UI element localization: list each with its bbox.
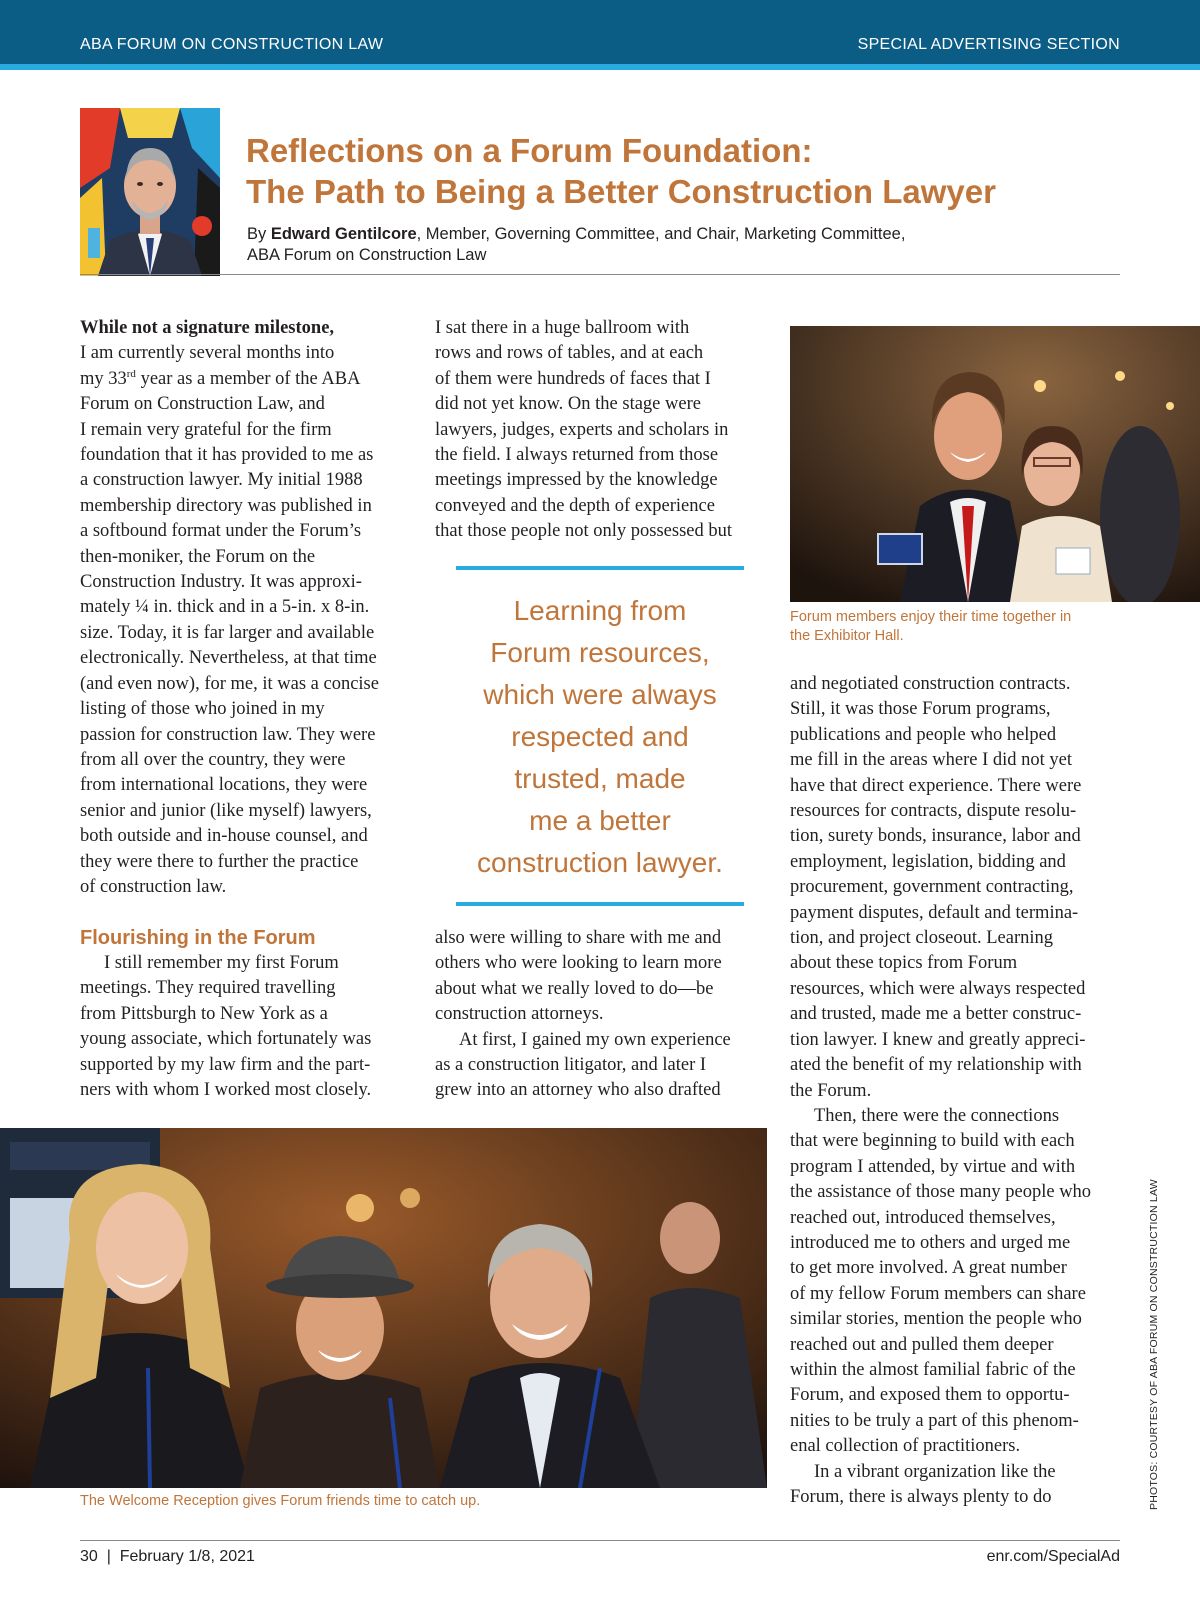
exhibitor-hall-photo [790,326,1200,602]
text-line: ners with whom I worked most closely. [80,1080,372,1101]
text-line: and negotiated construction contracts. [790,674,1071,694]
caption-line: Forum members enjoy their time together in [790,609,1072,625]
pullquote-rule-bottom [456,902,744,906]
text-line: ated the benefit of my relationship with [790,1055,1082,1076]
section-subheading: Flourishing in the Forum [80,927,316,949]
text-line: Construction Industry. It was approxi- [80,572,362,593]
pullquote-line: me a better [529,805,671,836]
header-accent-stripe [0,64,1200,70]
text-line: about these topics from Forum [790,953,1018,974]
author-headshot [80,108,220,276]
text-line: similar stories, mention the people who [790,1309,1082,1330]
page-number: 30 [80,1548,98,1565]
text-line: they were there to further the practice [80,851,359,872]
caption-line: the Exhibitor Hall. [790,628,904,644]
text-line: reached out, introduced themselves, [790,1207,1056,1228]
header-band [0,0,1200,64]
text-line: Forum, there is always plenty to do [790,1487,1052,1507]
text-line: senior and junior (like myself) lawyers, [80,800,372,821]
text-line: meetings. They required travelling [80,978,336,999]
text-line: both outside and in-house counsel, and [80,826,368,847]
text-line: resources, which were always respected [790,978,1086,999]
text-line: I sat there in a huge ballroom with [435,318,690,338]
advertising-label: SPECIAL ADVERTISING SECTION [857,36,1120,53]
text-line: a softbound format under the Forum’s [80,521,362,542]
text-line: did not yet know. On the stage were [435,394,701,415]
text-line: construction attorneys. [435,1004,604,1025]
welcome-photo-caption: The Welcome Reception gives Forum friends time to catch up. [80,1493,481,1509]
pullquote-line: Forum resources, [490,637,710,668]
text-line: Forum on Construction Law, and [80,394,325,415]
text-line: tion, surety bonds, insurance, labor and [790,826,1081,847]
pullquote-line: Learning from [513,595,687,626]
text-line: of my fellow Forum members can share [790,1283,1086,1304]
footer-separator: | [106,1548,111,1565]
pullquote-line: respected and [511,721,689,752]
welcome-reception-photo [0,1128,767,1488]
pullquote [440,590,760,884]
lead-in: While not a signature milestone, [80,318,335,338]
text-line: the assistance of those many people who [790,1182,1092,1203]
text-line: I am currently several months into [80,343,335,364]
text-line: I still remember my first Forum [104,953,339,973]
article-title-line-1: Reflections on a Forum Foundation: [246,132,813,169]
column-2-text [435,316,765,545]
pullquote-line: which were always [483,679,717,710]
ordinal-suffix: rd [126,367,136,380]
text-line: tion, and project closeout. Learning [790,928,1054,949]
text-line: mately ¼ in. thick and in a 5-in. x 8-in. [80,597,370,618]
text-line: as a construction litigator, and later I [435,1055,707,1076]
text-line: a construction lawyer. My initial 1988 [80,470,363,491]
text-line: program I attended, by virtue and with [790,1156,1076,1177]
text-line: passion for construction law. They were [80,724,376,745]
text-line: lawyers, judges, experts and scholars in [435,419,729,440]
text-line: Then, there were the connections [814,1105,1060,1126]
pullquote-rule-top [456,566,744,570]
column-3-text [790,672,1120,1510]
text-line: meetings impressed by the knowledge [435,470,718,491]
text-line: conveyed and the depth of experience [435,495,715,516]
text-line: I remain very grateful for the firm [80,419,332,440]
text-line [80,367,410,392]
text-line: At first, I gained my own experience [459,1029,731,1050]
pullquote-line: trusted, made [514,763,686,794]
title-divider [80,274,1120,275]
column-1-text [80,316,410,900]
article-title [246,130,1126,212]
exhibitor-photo-caption [790,608,1140,646]
footer-folio [80,1548,255,1566]
text-line: procurement, government contracting, [790,877,1074,898]
text-line: to get more involved. A great number [790,1258,1067,1279]
text-line: also were willing to share with me and [435,928,722,948]
text-line: publications and people who helped [790,724,1057,745]
text-line: payment disputes, default and termina- [790,902,1079,923]
byline-prefix: By [247,225,271,243]
footer-url: enr.com/SpecialAd [986,1548,1120,1565]
text-line: enal collection of practitioners. [790,1436,1021,1457]
byline-author: Edward Gentilcore [270,225,417,243]
text-line: foundation that it has provided to me as [80,445,374,466]
issue-date: February 1/8, 2021 [119,1548,255,1565]
column-1-section [80,925,410,1103]
column-2-continued [435,926,765,1104]
text-line: have that direct experience. There were [790,775,1082,796]
article-title-line-2: The Path to Being a Better Construction Lawyer [246,173,996,210]
pullquote-line: construction lawyer. [477,847,723,878]
text-line: me fill in the areas where I did not yet [790,750,1073,771]
byline-role: , Member, Governing Committee, and Chair, Marketing Committee, [416,225,906,243]
text-line: the field. I always returned from those [435,445,719,466]
text-line: that those people not only possessed but [435,521,732,542]
byline [247,224,1117,266]
text-line: Still, it was those Forum programs, [790,699,1051,720]
text-fragment: year as a member of the ABA [135,368,361,389]
text-line: within the almost familial fabric of the [790,1359,1076,1380]
text-line: listing of those who joined in my [80,699,325,720]
photo-credit: PHOTOS: COURTESY OF ABA FORUM ON CONSTRUCTION LAW [1148,1179,1160,1510]
text-line: electronically. Nevertheless, at that time [80,648,377,669]
text-line: size. Today, it is far larger and available [80,622,375,643]
text-line: Forum, and exposed them to opportu- [790,1385,1070,1406]
text-line: membership directory was published in [80,495,372,516]
text-line: tion lawyer. I knew and greatly appreci- [790,1029,1086,1050]
text-fragment: my 33 [80,368,127,389]
text-line: resources for contracts, dispute resolu- [790,801,1077,822]
footer-divider [80,1540,1120,1541]
text-line: employment, legislation, bidding and [790,851,1066,872]
text-line: rows and rows of tables, and at each [435,343,704,364]
text-line: young associate, which fortunately was [80,1029,372,1050]
section-label: ABA FORUM ON CONSTRUCTION LAW [80,36,384,53]
text-line: from international locations, they were [80,775,368,796]
text-line: from Pittsburgh to New York as a [80,1003,328,1024]
text-line: supported by my law firm and the part- [80,1054,371,1075]
text-line: and trusted, made me a better construc- [790,1004,1082,1025]
text-line: In a vibrant organization like the [814,1461,1056,1482]
text-line: that were beginning to build with each [790,1131,1075,1152]
text-line: then-moniker, the Forum on the [80,546,316,567]
byline-organization: ABA Forum on Construction Law [247,246,487,264]
text-line: from all over the country, they were [80,749,346,770]
text-line: the Forum. [790,1080,872,1101]
text-line: of construction law. [80,876,227,897]
text-line: others who were looking to learn more [435,953,722,974]
text-line: reached out and pulled them deeper [790,1334,1054,1355]
text-line: about what we really loved to do—be [435,978,714,999]
text-line: (and even now), for me, it was a concise [80,673,379,694]
text-line: of them were hundreds of faces that I [435,368,711,389]
text-line: nities to be truly a part of this phenom- [790,1410,1079,1431]
text-line: grew into an attorney who also drafted [435,1080,721,1101]
text-line: introduced me to others and urged me [790,1232,1071,1253]
